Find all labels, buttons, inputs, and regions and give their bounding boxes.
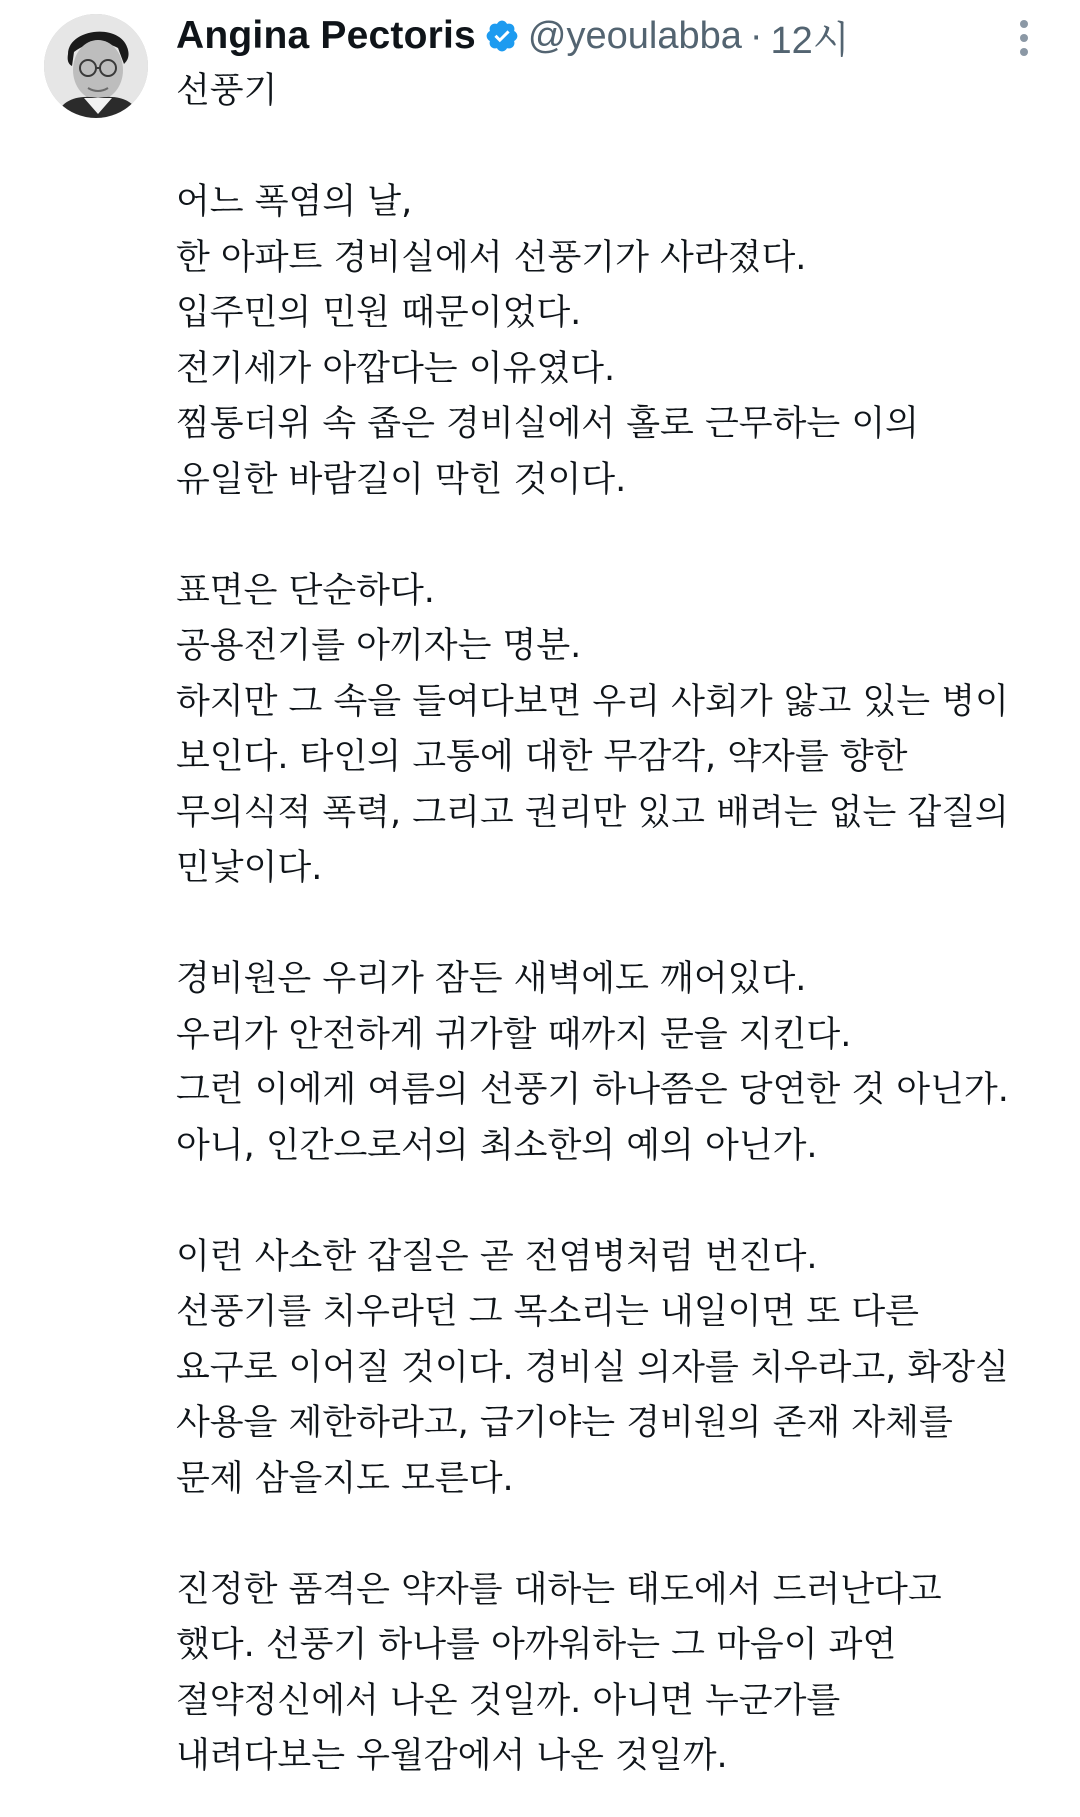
tweet-text-line: 선풍기를 치우라던 그 목소리는 내일이면 또 다른 bbox=[176, 1292, 919, 1332]
more-options-icon[interactable] bbox=[1004, 16, 1044, 60]
tweet-text-line: 이런 사소한 갑질은 곧 전염병처럼 번진다. bbox=[176, 1236, 818, 1277]
tweet-header bbox=[176, 8, 850, 64]
tweet-text-line: 입주민의 민원 때문이었다. bbox=[176, 293, 582, 333]
tweet-text-line: 공용전기를 아끼자는 명분. bbox=[176, 626, 582, 666]
blank-line bbox=[176, 120, 1056, 176]
tweet-text-line: 사용을 제한하라고, 급기야는 경비원의 존재 자체를 bbox=[176, 1403, 953, 1443]
more-dot bbox=[1020, 20, 1028, 28]
tweet-text-line: 보인다. 타인의 고통에 대한 무감각, 약자를 향한 bbox=[176, 737, 908, 777]
avatar[interactable] bbox=[44, 14, 148, 118]
blank-line bbox=[176, 508, 1056, 564]
tweet-text-line: 한 아파트 경비실에서 선풍기가 사라졌다. bbox=[176, 237, 807, 278]
tweet-text-line: 아니, 인간으로서의 최소한의 예의 아닌가. bbox=[176, 1125, 818, 1166]
tweet-text-line: 진정한 품격은 약자를 대하는 태도에서 드러난다고 bbox=[176, 1569, 942, 1610]
author-display-name[interactable]: Angina Pectoris bbox=[176, 14, 476, 57]
blank-line bbox=[176, 897, 1056, 953]
tweet-text-line: 민낯이다. bbox=[176, 848, 323, 888]
blank-line bbox=[176, 1174, 1056, 1230]
separator-dot: · bbox=[749, 14, 763, 57]
tweet-body bbox=[176, 64, 1056, 1785]
tweet-text-line: 경비원은 우리가 잠든 새벽에도 깨어있다. bbox=[176, 959, 807, 999]
author-handle[interactable]: @yeoulabba bbox=[527, 14, 742, 57]
tweet-text-line: 했다. 선풍기 하나를 아까워하는 그 마음이 과연 bbox=[176, 1625, 897, 1665]
tweet-text-line: 전기세가 아깝다는 이유였다. bbox=[176, 348, 616, 389]
tweet-text-line: 하지만 그 속을 들여다보면 우리 사회가 앓고 있는 병이 bbox=[176, 681, 1009, 722]
tweet-text-line: 유일한 바람길이 막힌 것이다. bbox=[176, 459, 627, 500]
tweet-text-line: 문제 삼을지도 모른다. bbox=[176, 1458, 514, 1499]
more-dot bbox=[1020, 34, 1028, 42]
blank-line bbox=[176, 1507, 1056, 1563]
tweet-text-line: 표면은 단순하다. bbox=[176, 570, 435, 611]
tweet-text-line: 무의식적 폭력, 그리고 권리만 있고 배려는 없는 갑질의 bbox=[176, 792, 1009, 833]
avatar-photo bbox=[44, 14, 148, 118]
tweet-text-line: 선풍기 bbox=[176, 71, 278, 111]
more-dot bbox=[1020, 48, 1028, 56]
tweet-text-line: 우리가 안전하게 귀가할 때까지 문을 지킨다. bbox=[176, 1014, 852, 1055]
tweet-text-line: 절약정신에서 나온 것일까. 아니면 누군가를 bbox=[176, 1680, 841, 1721]
tweet-text-line: 그런 이에게 여름의 선풍기 하나쯤은 당연한 것 아닌가. bbox=[176, 1070, 1009, 1110]
tweet-timestamp[interactable]: 12시 bbox=[770, 19, 850, 62]
tweet-text-line: 요구로 이어질 것이다. 경비실 의자를 치우라고, 화장실 bbox=[176, 1347, 1009, 1388]
tweet-text-line: 어느 폭염의 날, bbox=[176, 182, 413, 222]
verified-badge-icon bbox=[484, 18, 520, 54]
tweet-text-line: 내려다보는 우월감에서 나온 것일까. bbox=[176, 1736, 728, 1776]
tweet-text-line: 찜통더위 속 좁은 경비실에서 홀로 근무하는 이의 bbox=[176, 404, 919, 444]
